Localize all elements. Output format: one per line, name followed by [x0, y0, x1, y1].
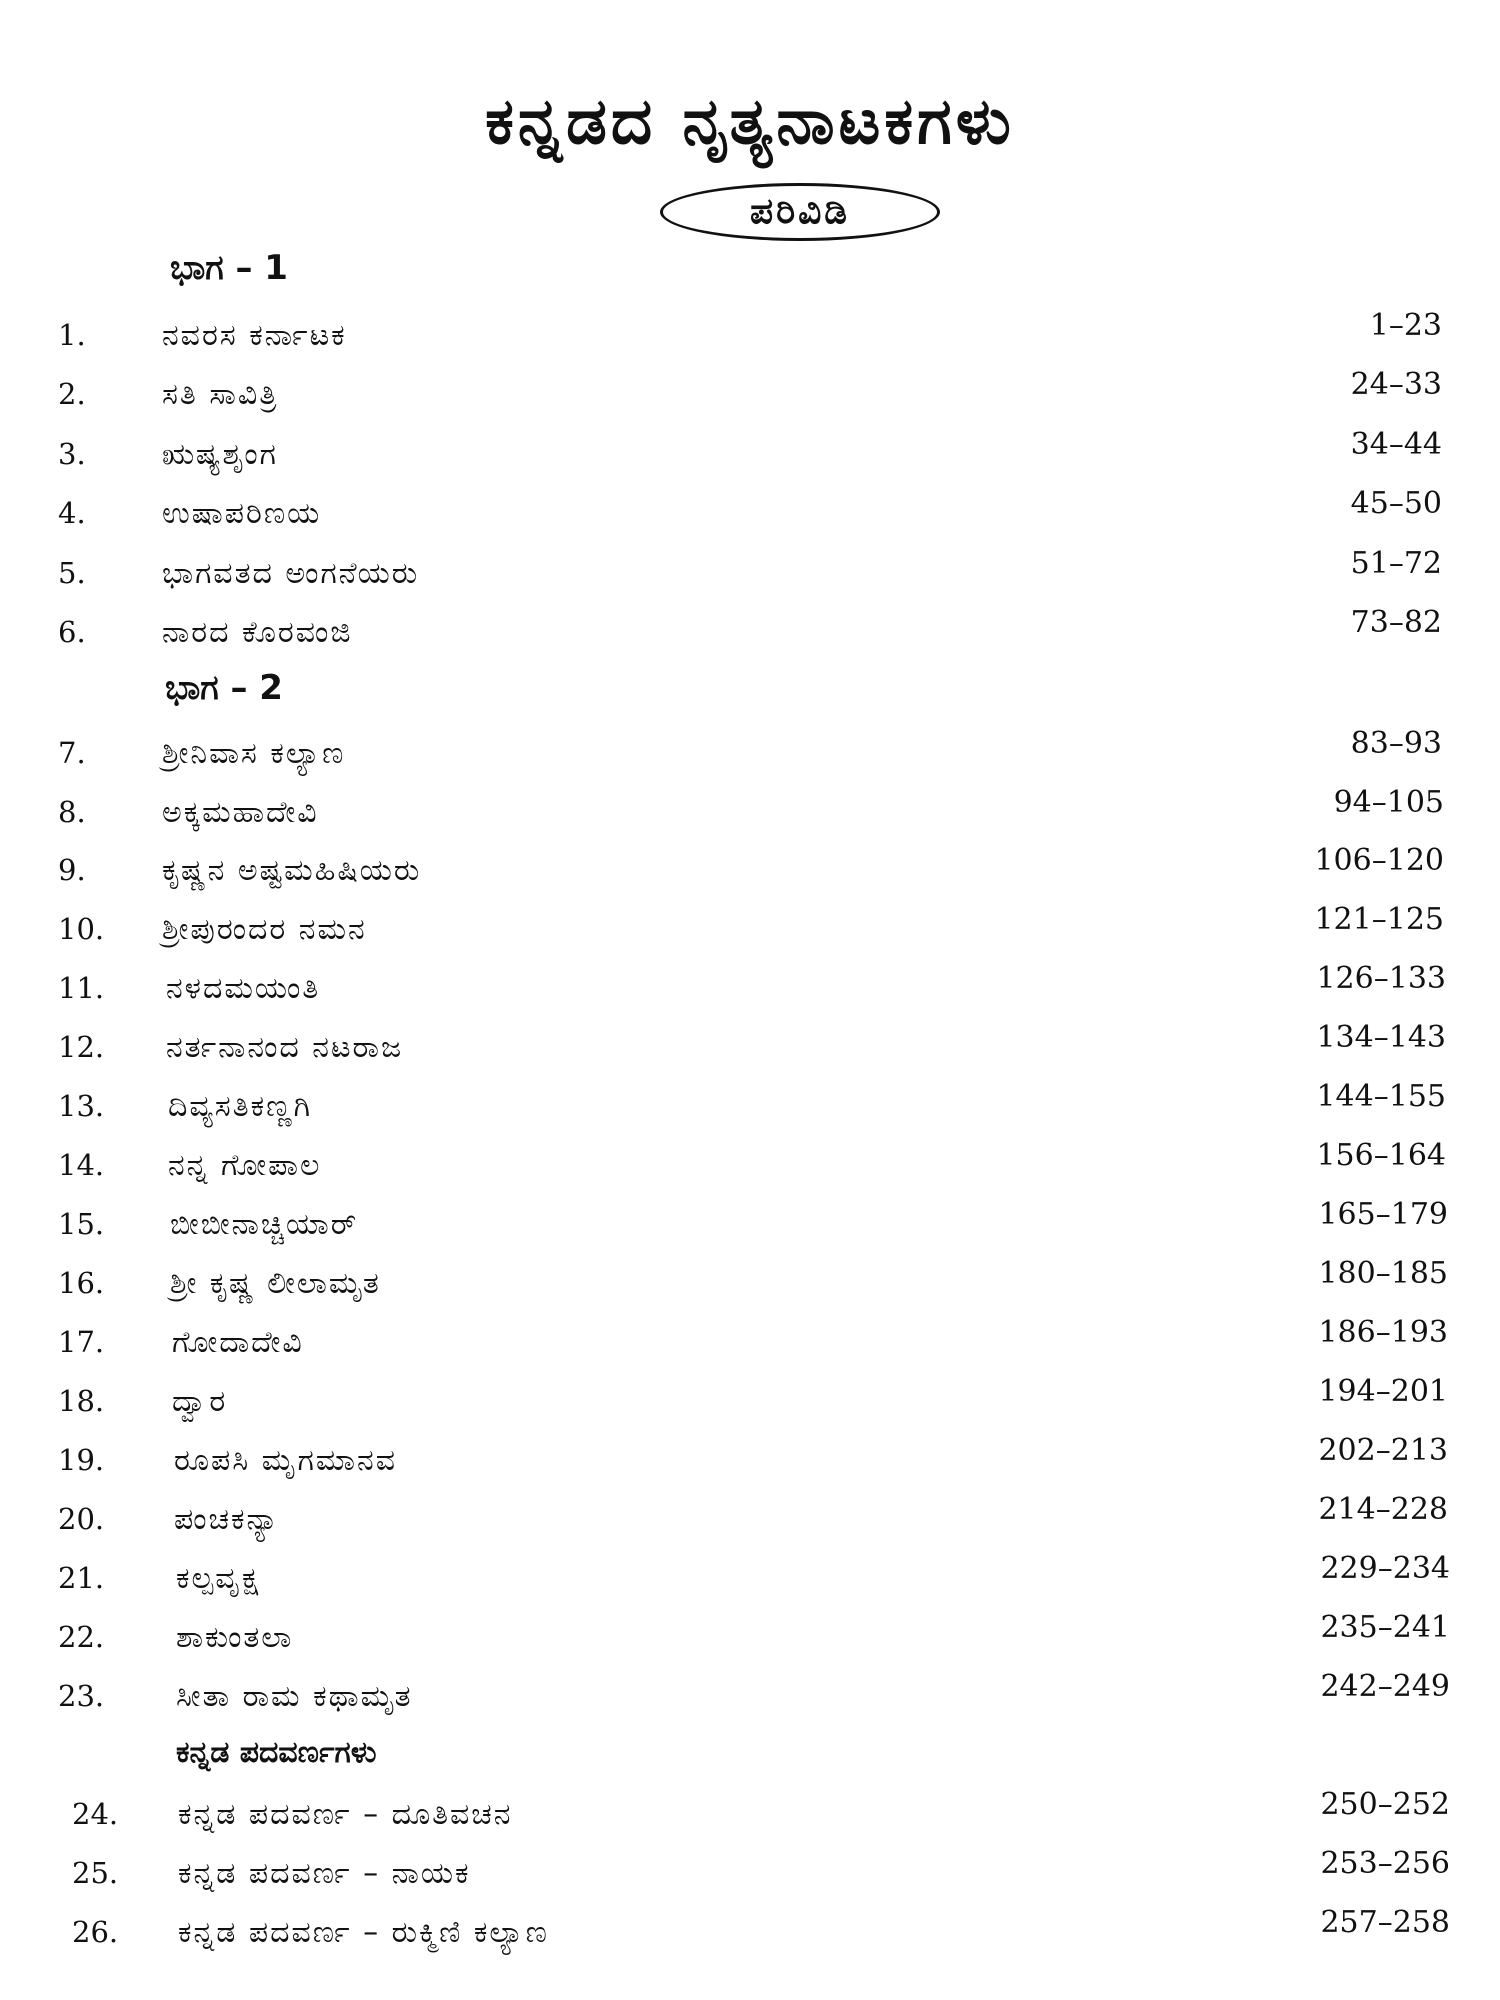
- toc-row: [0, 1787, 1500, 1847]
- entry-pages: 194–201: [1318, 1374, 1448, 1409]
- entry-title: ರೂಪಸಿ ಮೃಗಮಾನವ: [174, 1443, 397, 1478]
- entry-title: ನನ್ನ ಗೋಪಾಲ: [168, 1148, 322, 1183]
- toc-row: [0, 1079, 1500, 1139]
- entry-pages: 34–44: [1350, 427, 1442, 462]
- toc-row: [0, 1905, 1500, 1965]
- toc-row: [0, 546, 1500, 606]
- entry-number: 10.: [58, 912, 105, 946]
- toc-row: [0, 1610, 1500, 1670]
- entry-pages: 257–258: [1320, 1905, 1450, 1940]
- entry-number: 16.: [58, 1266, 105, 1300]
- toc-row: [0, 726, 1500, 786]
- entry-title: ಕನ್ನಡ ಪದವರ್ಣ – ದೂತಿವಚನ: [178, 1797, 513, 1832]
- entry-pages: 180–185: [1318, 1256, 1448, 1291]
- entry-pages: 73–82: [1350, 605, 1442, 640]
- entry-pages: 250–252: [1320, 1787, 1450, 1822]
- subtitle-oval: [660, 183, 940, 241]
- entry-number: 21.: [58, 1561, 105, 1595]
- entry-pages: 235–241: [1320, 1610, 1450, 1645]
- entry-pages: 106–120: [1314, 843, 1444, 878]
- entry-title: ಪಂಚಕನ್ಯಾ: [174, 1502, 280, 1537]
- entry-number: 17.: [58, 1325, 105, 1359]
- toc-row: [0, 605, 1500, 665]
- entry-title: ನರ್ತನಾನಂದ ನಟರಾಜ: [166, 1030, 404, 1065]
- entry-pages: 229–234: [1320, 1551, 1450, 1586]
- entry-number: 18.: [58, 1384, 105, 1418]
- entry-number: 9.: [58, 853, 86, 887]
- entry-title: ಶಾಕುಂತಲಾ: [176, 1620, 294, 1655]
- toc-row: [0, 961, 1500, 1021]
- toc-row: [0, 902, 1500, 962]
- entry-title: ಶ್ರೀನಿವಾಸ ಕಲ್ಯಾಣ: [162, 736, 346, 771]
- entry-number: 8.: [58, 795, 86, 829]
- entry-title: ಸೀತಾ ರಾಮ ಕಥಾಮೃತ: [176, 1679, 413, 1714]
- entry-pages: 156–164: [1316, 1138, 1446, 1173]
- entry-pages: 202–213: [1318, 1433, 1448, 1468]
- entry-title: ಕನ್ನಡ ಪದವರ್ಣ – ರುಕ್ಮಿಣಿ ಕಲ್ಯಾಣ: [178, 1915, 549, 1950]
- entry-title: ದಿವ್ಯಸತಿಕಣ್ಣಗಿ: [168, 1089, 313, 1124]
- entry-number: 7.: [58, 736, 86, 770]
- entry-number: 5.: [58, 556, 86, 590]
- entry-number: 19.: [58, 1443, 105, 1477]
- entry-pages: 214–228: [1318, 1492, 1448, 1527]
- entry-title: ಭಾಗವತದ ಅಂಗನೆಯರು: [162, 556, 420, 591]
- entry-pages: 24–33: [1350, 367, 1442, 402]
- entry-title: ನವರಸ ಕರ್ನಾಟಕ: [162, 318, 347, 353]
- entry-number: 6.: [58, 615, 86, 649]
- entry-pages: 51–72: [1350, 546, 1442, 581]
- entry-title: ಋಷ್ಯಶೃಂಗ: [162, 437, 278, 472]
- entry-pages: 83–93: [1350, 726, 1442, 761]
- toc-row: [0, 1374, 1500, 1434]
- page-title: ಕನ್ನಡದ ನೃತ್ಯನಾಟಕಗಳು: [485, 85, 1015, 159]
- entry-title: ಕನ್ನಡ ಪದವರ್ಣ – ನಾಯಕ: [178, 1856, 471, 1891]
- entry-title: ನಾರದ ಕೊರವಂಜಿ: [162, 615, 353, 650]
- entry-pages: 45–50: [1350, 486, 1442, 521]
- entry-number: 25.: [72, 1856, 119, 1890]
- entry-pages: 186–193: [1318, 1315, 1448, 1350]
- entry-number: 15.: [58, 1207, 105, 1241]
- entry-title: ಶ್ರೀಪುರಂದರ ನಮನ: [162, 912, 367, 947]
- entry-title: ದ್ವಾರ: [172, 1384, 228, 1419]
- toc-row: [0, 1669, 1500, 1729]
- subtitle-text: ಪರಿವಿಡಿ: [750, 191, 850, 232]
- toc-row: [0, 1197, 1500, 1257]
- entry-pages: 253–256: [1320, 1846, 1450, 1881]
- entry-pages: 121–125: [1314, 902, 1444, 937]
- entry-number: 23.: [58, 1679, 105, 1713]
- entry-pages: 134–143: [1316, 1020, 1446, 1055]
- entry-title: ಕಲ್ಪವೃಕ್ಷ: [176, 1561, 261, 1596]
- entry-pages: 94–105: [1333, 785, 1444, 820]
- toc-row: [0, 785, 1500, 845]
- entry-title: ಸತಿ ಸಾವಿತ್ರಿ: [162, 377, 279, 412]
- entry-number: 22.: [58, 1620, 105, 1654]
- toc-row: [0, 1433, 1500, 1493]
- toc-row: [0, 843, 1500, 903]
- toc-row: [0, 1256, 1500, 1316]
- toc-row: [0, 367, 1500, 427]
- entry-number: 11.: [58, 971, 105, 1005]
- entry-title: ಬೀಬೀನಾಚ್ಚಿಯಾರ್: [170, 1207, 359, 1242]
- entry-number: 13.: [58, 1089, 105, 1123]
- entry-pages: 144–155: [1316, 1079, 1446, 1114]
- toc-row: [0, 427, 1500, 487]
- entry-title: ಉಷಾಪರಿಣಯ: [162, 496, 322, 531]
- section-heading-1: ಭಾಗ – 1: [170, 248, 288, 288]
- entry-number: 4.: [58, 496, 86, 530]
- entry-pages: 165–179: [1318, 1197, 1448, 1232]
- entry-number: 2.: [58, 377, 86, 411]
- entry-number: 24.: [72, 1797, 119, 1831]
- entry-number: 3.: [58, 437, 86, 471]
- section-heading-3: ಕನ್ನಡ ಪದವರ್ಣಗಳು: [176, 1735, 377, 1770]
- toc-row: [0, 1846, 1500, 1906]
- section-heading-2: ಭಾಗ – 2: [165, 668, 283, 708]
- entry-number: 20.: [58, 1502, 105, 1536]
- entry-title: ಗೋದಾದೇವಿ: [172, 1325, 304, 1360]
- toc-row: [0, 486, 1500, 546]
- toc-row: [0, 1020, 1500, 1080]
- toc-row: [0, 1551, 1500, 1611]
- entry-title: ಕೃಷ್ಣನ ಅಷ್ಟಮಹಿಷಿಯರು: [162, 853, 422, 888]
- entry-title: ಶ್ರೀ ಕೃಷ್ಣ ಲೀಲಾಮೃತ: [170, 1266, 381, 1301]
- entry-number: 1.: [58, 318, 86, 352]
- entry-number: 26.: [72, 1915, 119, 1949]
- toc-row: [0, 1492, 1500, 1552]
- entry-pages: 1–23: [1369, 308, 1442, 343]
- toc-row: [0, 1315, 1500, 1375]
- toc-row: [0, 308, 1500, 368]
- entry-number: 12.: [58, 1030, 105, 1064]
- entry-pages: 126–133: [1316, 961, 1446, 996]
- entry-title: ನಳದಮಯಂತಿ: [166, 971, 321, 1006]
- entry-title: ಅಕ್ಕಮಹಾದೇವಿ: [162, 795, 319, 830]
- entry-number: 14.: [58, 1148, 105, 1182]
- toc-row: [0, 1138, 1500, 1198]
- entry-pages: 242–249: [1320, 1669, 1450, 1704]
